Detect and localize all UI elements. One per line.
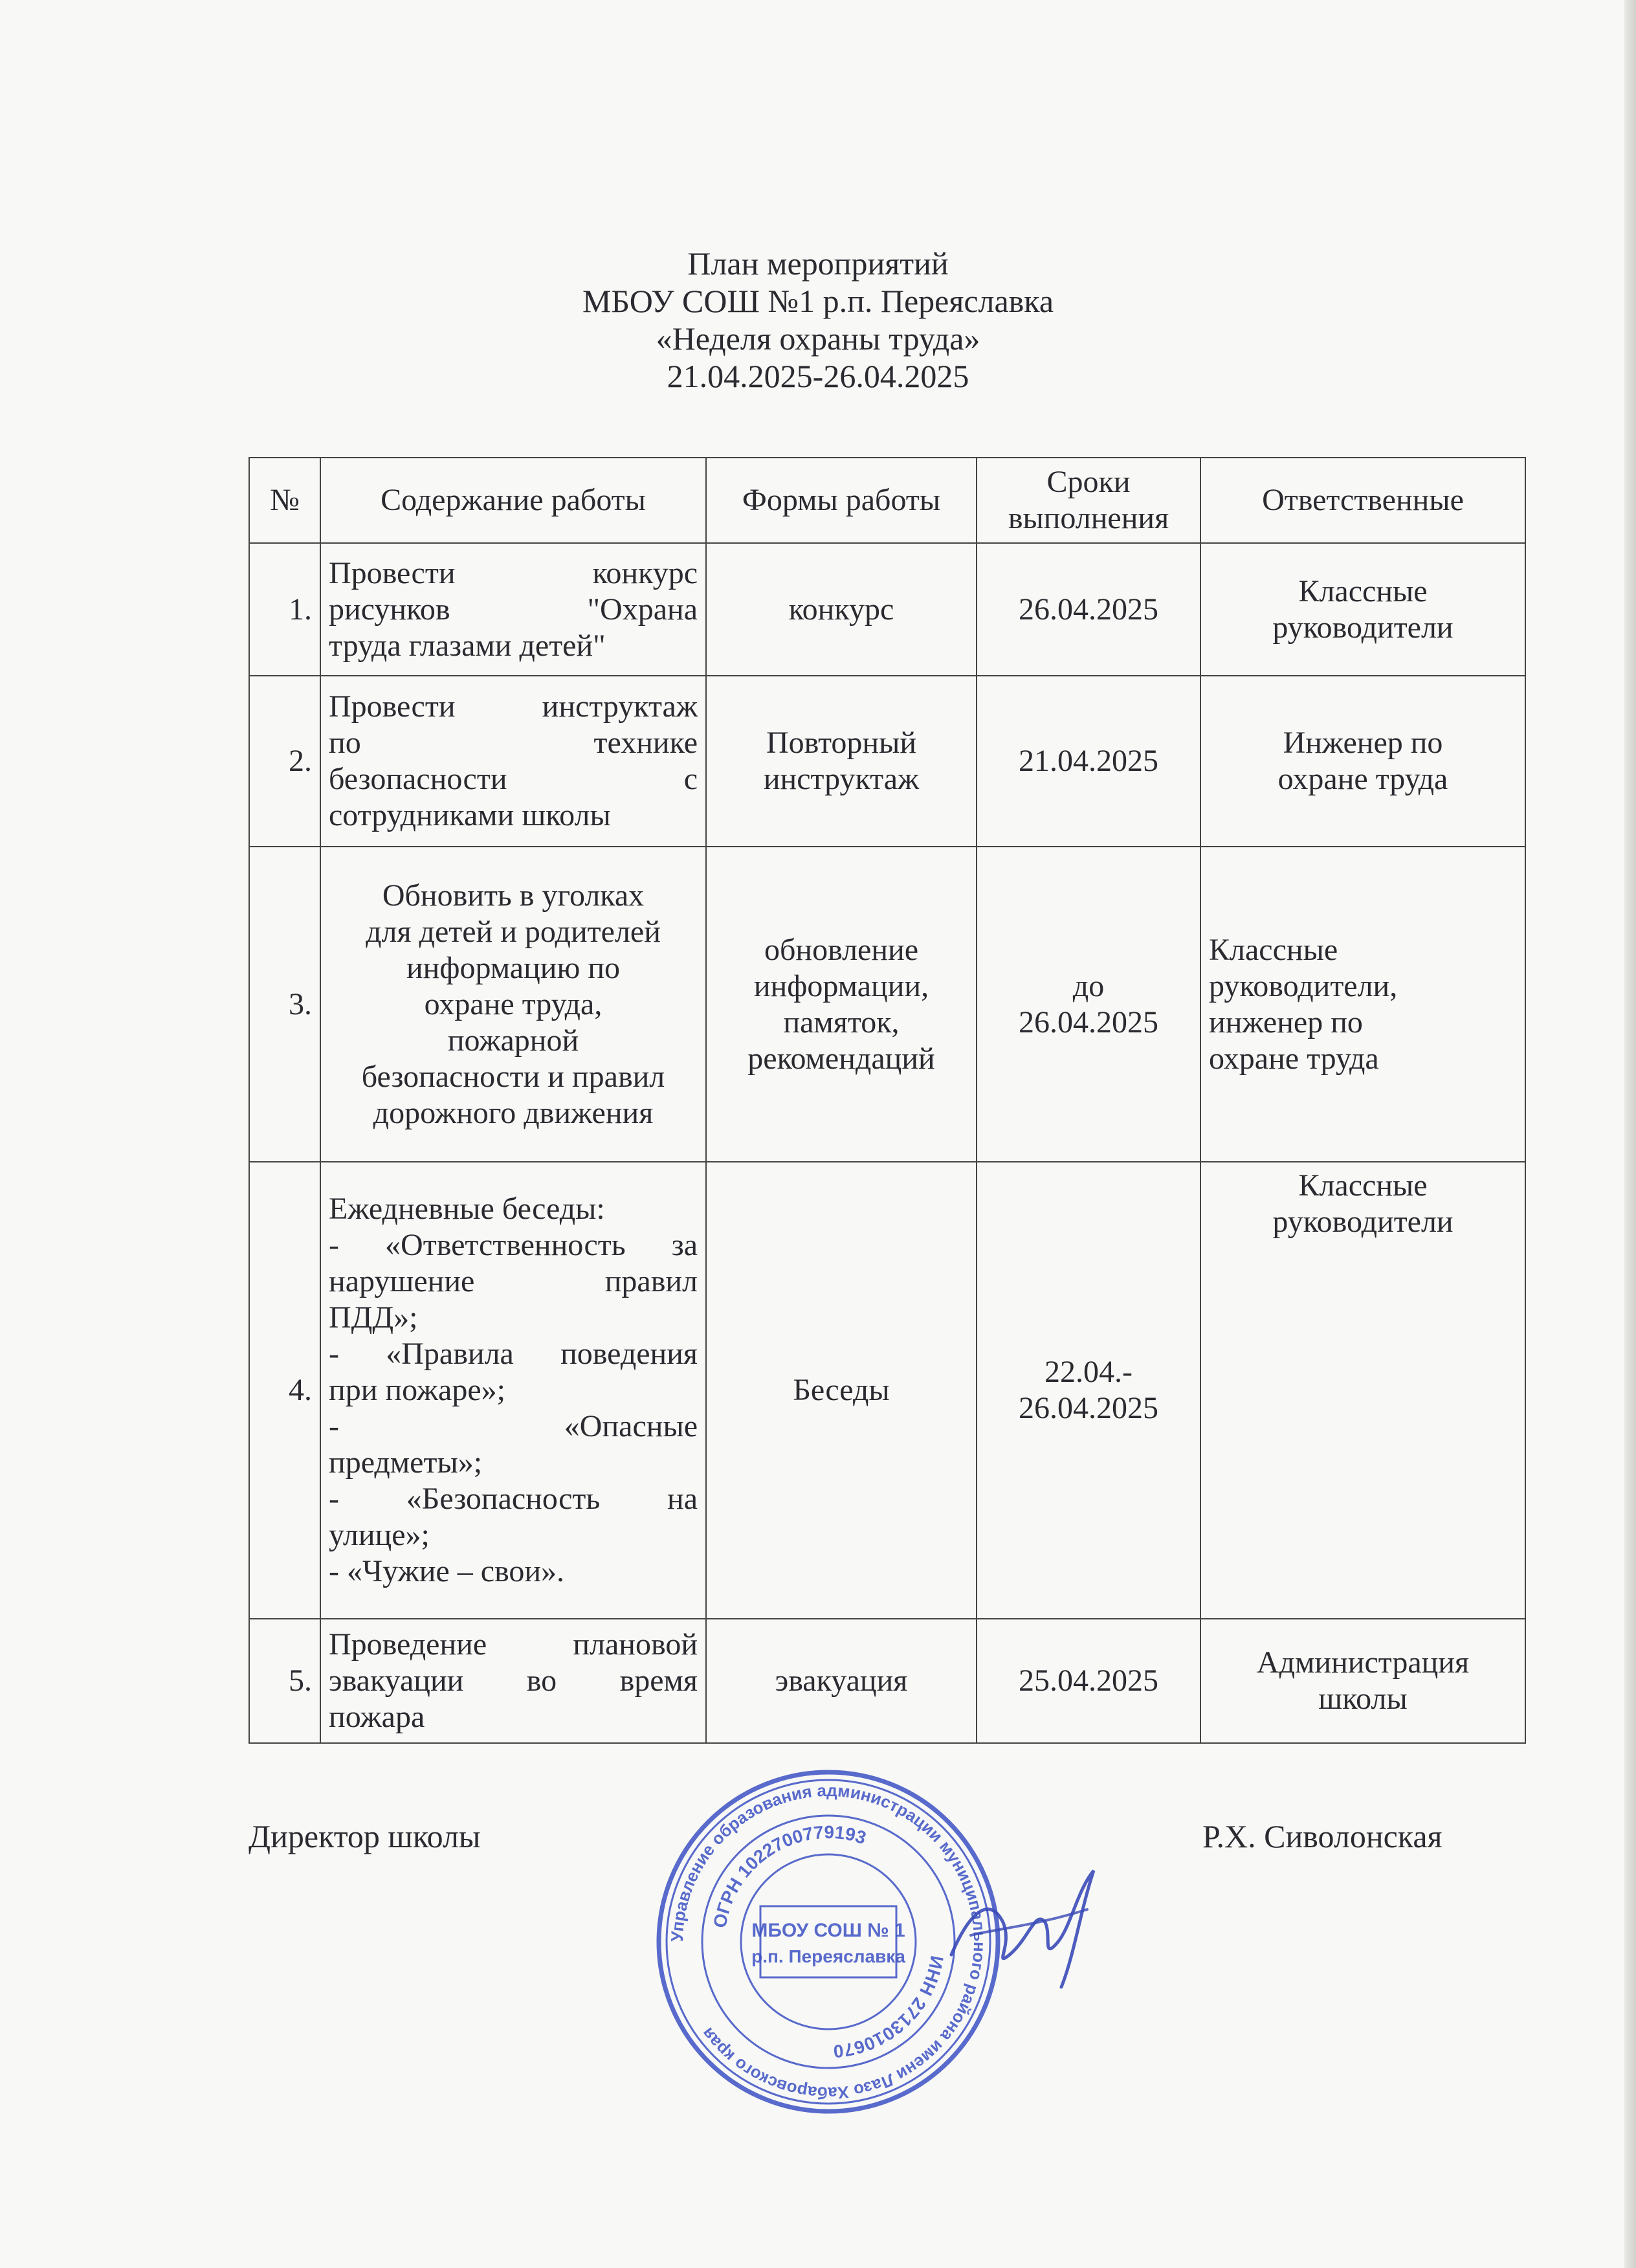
row-form: [706, 847, 977, 1162]
row-content: [320, 1162, 706, 1619]
content-line: труда глазами детей": [329, 628, 606, 663]
row-responsible: [1200, 1619, 1525, 1743]
stamp-center-line1: МБОУ СОШ № 1: [751, 1920, 905, 1941]
document-title: [0, 245, 1636, 395]
table-row: [249, 676, 1525, 847]
row-date: [977, 543, 1200, 676]
responsible-line: Классные: [1298, 573, 1428, 608]
responsible-line: Администрация: [1256, 1645, 1470, 1680]
table-row: [249, 543, 1525, 676]
signature-position: Директор школы: [249, 1818, 481, 1854]
title-line-2: МБОУ СОШ №1 р.п. Переяславка: [582, 283, 1054, 319]
header-forms: Формы работы: [706, 458, 977, 543]
row-form: [706, 543, 977, 676]
row-form: [706, 1619, 977, 1743]
row-date: [977, 1619, 1200, 1743]
content-line: сотрудниками школы: [329, 798, 611, 832]
date-line: 26.04.2025: [1019, 592, 1158, 627]
content-line: при пожаре»;: [329, 1373, 505, 1407]
plan-table: [249, 457, 1526, 1744]
title-line-1: План мероприятий: [687, 245, 949, 282]
form-line: памяток,: [783, 1005, 900, 1040]
row-responsible: [1200, 847, 1525, 1162]
content-line: - «Безопасность на: [329, 1482, 698, 1516]
responsible-line: школы: [1318, 1682, 1408, 1716]
responsible-line: руководители: [1272, 1205, 1454, 1239]
content-line: для детей и родителей: [366, 914, 661, 949]
content-line: Ежедневные беседы:: [329, 1192, 605, 1226]
content-line: - «Опасные: [329, 1409, 698, 1443]
table-header-row: [249, 458, 1525, 543]
responsible-line: руководители: [1272, 610, 1454, 645]
responsible-line: Классные: [1298, 1168, 1428, 1203]
form-line: информации,: [753, 968, 929, 1003]
content-line: улице»;: [329, 1518, 430, 1552]
row-form: [706, 1162, 977, 1619]
content-line: рисунков "Охрана: [329, 592, 698, 627]
responsible-line: охране труда: [1209, 1041, 1379, 1076]
content-line: безопасности и правил: [361, 1059, 665, 1094]
row-num: 1.: [249, 543, 320, 676]
header-num: №: [249, 458, 320, 543]
row-content: [320, 676, 706, 847]
form-line: Беседы: [793, 1373, 890, 1407]
content-line: эвакуации во время: [329, 1663, 698, 1698]
table-row: [249, 847, 1525, 1162]
date-line: 25.04.2025: [1019, 1663, 1158, 1698]
row-content: [320, 543, 706, 676]
content-line: дорожного движения: [373, 1095, 654, 1130]
content-line: Провести инструктаж: [329, 689, 698, 724]
form-line: конкурс: [788, 592, 894, 627]
date-line: до: [1072, 968, 1105, 1003]
row-num: 3.: [249, 847, 320, 1162]
content-line: информацию по: [406, 950, 621, 985]
table-row: [249, 1162, 1525, 1619]
row-date: [977, 676, 1200, 847]
content-line: - «Чужие – свои».: [329, 1554, 565, 1588]
stamp-inner-text-2: ИНН 2713010670: [832, 1953, 947, 2062]
content-line: - «Правила поведения: [329, 1337, 698, 1371]
content-line: нарушение правил: [329, 1264, 698, 1298]
responsible-line: Инженер по: [1283, 726, 1443, 760]
date-line: 26.04.2025: [1019, 1005, 1158, 1040]
date-line: 26.04.2025: [1019, 1391, 1158, 1425]
form-line: обновление: [764, 932, 919, 967]
responsible-line: руководители,: [1209, 968, 1398, 1003]
row-num: 5.: [249, 1619, 320, 1743]
header-responsible: Ответственные: [1200, 458, 1525, 543]
row-content: [320, 847, 706, 1162]
date-line: 22.04.-: [1045, 1355, 1133, 1389]
row-responsible: [1200, 676, 1525, 847]
responsible-line: охране труда: [1277, 762, 1448, 796]
content-line: по технике: [329, 726, 698, 760]
content-line: Проведение плановой: [329, 1627, 698, 1662]
stamp-center-line2: р.п. Переяславка: [751, 1946, 905, 1966]
content-line: - «Ответственность за: [329, 1228, 698, 1262]
row-responsible: [1200, 543, 1525, 676]
table-row: [249, 1619, 1525, 1743]
content-line: Обновить в уголках: [382, 878, 645, 913]
signature-name: Р.Х. Сиволонская: [1202, 1818, 1443, 1854]
form-line: инструктаж: [763, 762, 920, 796]
header-dates: [977, 458, 1200, 543]
content-line: безопасности с: [329, 762, 698, 796]
form-line: рекомендаций: [747, 1041, 935, 1076]
date-line: 21.04.2025: [1019, 744, 1158, 778]
header-content: Содержание работы: [320, 458, 706, 543]
title-line-3: «Неделя охраны труда»: [656, 320, 980, 357]
content-line: ПДД»;: [329, 1300, 418, 1335]
content-line: предметы»;: [329, 1445, 483, 1480]
row-content: [320, 1619, 706, 1743]
row-num: 4.: [249, 1162, 320, 1619]
stamp-ring-text: Управление образования администрации муниципального района имени Лазо Хабаровского края: [667, 1780, 990, 2104]
form-line: эвакуация: [775, 1663, 908, 1698]
header-dates-line2: выполнения: [1008, 501, 1169, 535]
row-num: 2.: [249, 676, 320, 847]
row-form: [706, 676, 977, 847]
row-date: [977, 847, 1200, 1162]
stamp-inner-text: ОГРН 1022700779193: [709, 1821, 869, 1930]
responsible-line: инженер по: [1209, 1005, 1363, 1040]
responsible-line: Классные: [1209, 932, 1338, 967]
content-line: пожара: [329, 1700, 425, 1734]
form-line: Повторный: [766, 726, 917, 760]
content-line: Провести конкурс: [329, 555, 698, 590]
content-line: пожарной: [447, 1023, 579, 1058]
title-line-4: 21.04.2025-26.04.2025: [667, 358, 969, 394]
row-date: [977, 1162, 1200, 1619]
handwritten-signature-icon: [932, 1832, 1113, 2000]
content-line: охране труда,: [424, 986, 602, 1021]
row-responsible: [1200, 1162, 1525, 1619]
header-dates-line1: Сроки: [1046, 465, 1131, 499]
